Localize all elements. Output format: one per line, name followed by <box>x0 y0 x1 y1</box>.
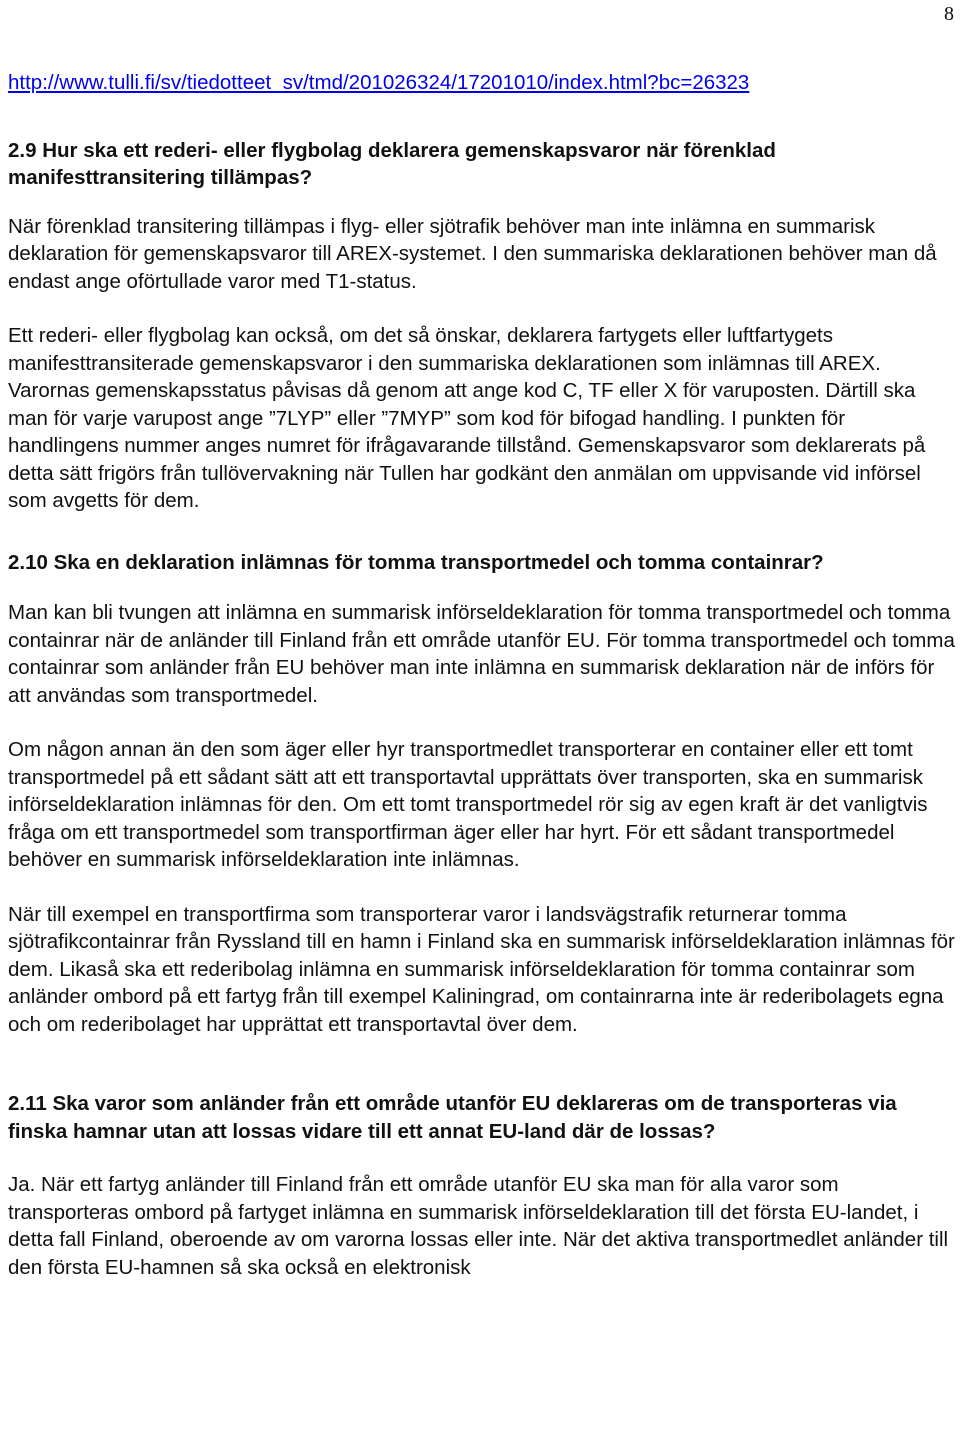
section-heading: 2.10 Ska en deklaration inlämnas för tomma transportmedel och tomma containrar? <box>8 550 824 574</box>
paragraph: Ja. När ett fartyg anländer till Finland från ett område utanför EU ska man för alla varor som transporteras ombord på fartyget inlämna en summarisk införseldeklaration till det första EU-landet, i detta fall Finland, oberoende av om varorna lossas eller inte. När det aktiva transportmedlet anländer till den första EU-hamnen så ska också en elektronisk <box>8 1173 949 1279</box>
document-body <box>8 69 956 1281</box>
paragraph: Man kan bli tvungen att inlämna en summarisk införseldeklaration för tomma transportmedel och tomma containrar när de anländer till Finland från ett område utanför EU. För tomma transportmedel och tomma containrar som anländer från EU behöver man inte inlämna en summarisk deklaration när de införs för att användas som transportmedel. <box>8 601 955 707</box>
section-heading: 2.11 Ska varor som anländer från ett område utanför EU deklareras om de transporteras via finska hamnar utan att lossas vidare till ett annat EU-land där de lossas? <box>8 1092 897 1143</box>
section-2-9 <box>8 137 956 515</box>
source-link[interactable]: http://www.tulli.fi/sv/tiedotteet_sv/tmd/201026324/17201010/index.html?bc=26323 <box>8 71 750 94</box>
paragraph: När till exempel en transportfirma som transporterar varor i landsvägstrafik returnerar tomma sjötrafikcontainrar från Ryssland till en hamn i Finland ska en summarisk införseldeklaration inlämnas för dem. Likaså ska ett rederibolag inlämna en summarisk införseldeklaration för tomma containrar som anländer ombord på ett fartyg från till exempel Kaliningrad, om containrarna inte är rederibolagets egna och om rederibolaget har upprättat ett transportavtal över dem. <box>8 902 955 1036</box>
paragraph: Om någon annan än den som äger eller hyr transportmedlet transporterar en container eller ett tomt transportmedel på ett sådant sätt att ett transportavtal upprättats över transporten, ska en summarisk införseldeklaration inlämnas för den. Om ett tomt transportmedel rör sig av egen kraft är det vanligtvis fråga om ett transportmedel som transportfirman äger eller har hyrt. För ett sådant transportmedel behöver en summarisk införseldeklaration inte inlämnas. <box>8 738 928 871</box>
section-heading: 2.9 Hur ska ett rederi- eller flygbolag deklarera gemenskapsvaror när förenklad manifesttransitering tillämpas? <box>8 138 776 189</box>
section-2-10 <box>8 549 956 1039</box>
section-2-11 <box>8 1090 956 1281</box>
paragraph: Ett rederi- eller flygbolag kan också, om det så önskar, deklarera fartygets eller luftfartygets manifesttransiterade gemenskapsvaror i den summariska deklarationen som inlämnas till AREX. Varornas gemenskapsstatus påvisas då genom att ange kod C, TF eller X för varuposten. Därtill ska man för varje varupost ange ”7LYP” eller ”7MYP” som kod för bifogad handling. I punkten för handlingens nummer anges numret för ifrågavarande tillstånd. Gemenskapsvaror som deklarerats på detta sätt frigörs från tullövervakning när Tullen har godkänt den anmälan om uppvisande vid införsel som avgetts för dem. <box>8 324 926 512</box>
page-number: 8 <box>944 3 954 25</box>
paragraph: När förenklad transitering tillämpas i flyg- eller sjötrafik behöver man inte inlämna en summarisk deklaration för gemenskapsvaror till AREX-systemet. I den summariska deklarationen behöver man då endast ange oförtullade varor med T1-status. <box>8 214 937 293</box>
